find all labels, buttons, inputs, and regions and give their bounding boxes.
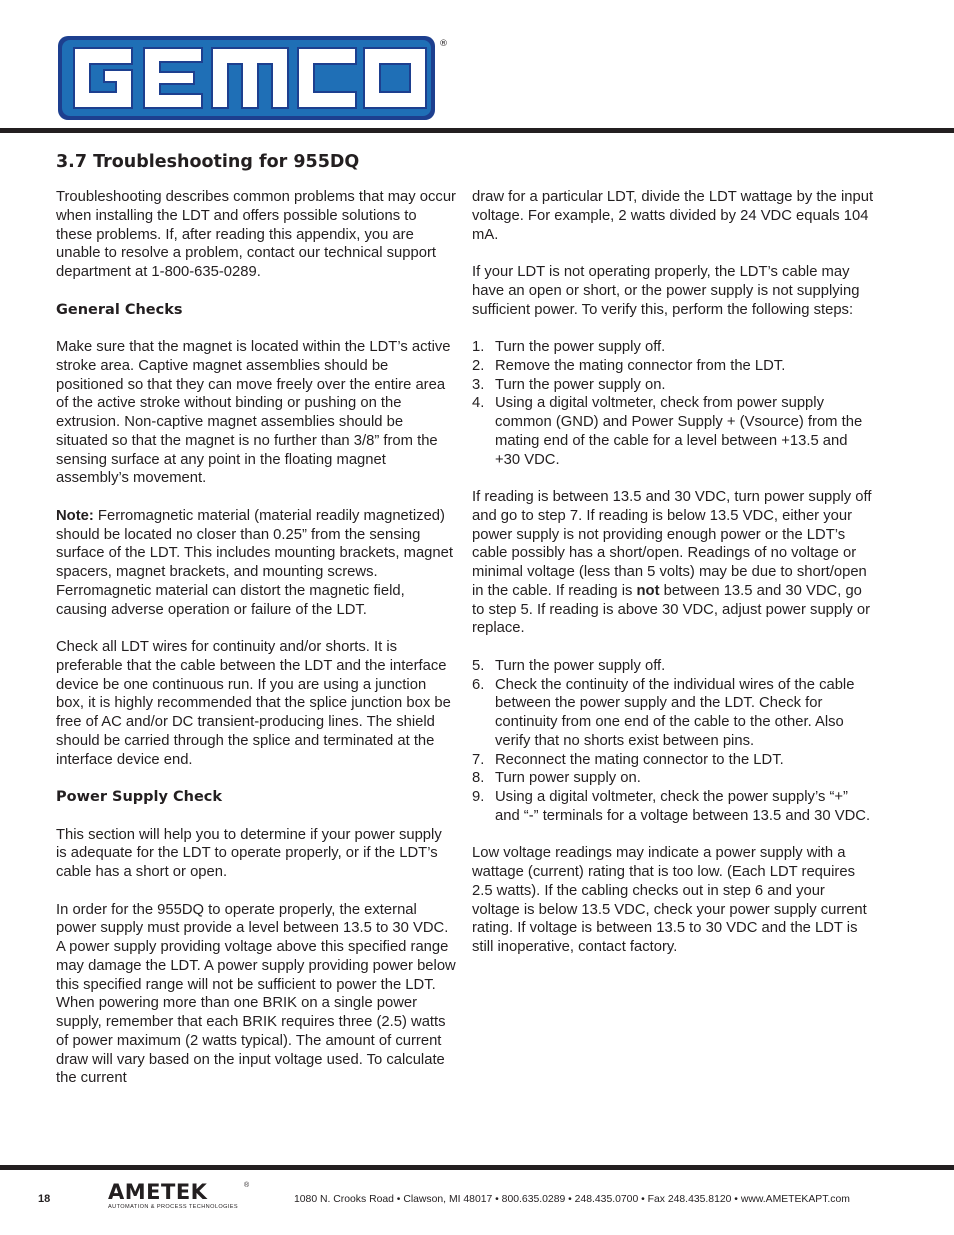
step-text: Turn power supply on.	[495, 770, 641, 787]
ametek-registered-mark: ®	[244, 1182, 250, 1189]
ametek-logo	[108, 1181, 238, 1210]
step-number: 6.	[472, 676, 485, 693]
page-number: 18	[38, 1193, 51, 1205]
reading-text-before: If reading is between 13.5 and 30 VDC, turn power supply off and go to step 7. If reading is below 13.5 VDC, either your power supply is not providing enough power or the LDT’s cable possibly has a short/open. Readings of no voltage or minimal voltage (less than 5 volts) may be due to short/open in the cable. If reading is	[472, 489, 872, 599]
header-rule	[0, 128, 954, 133]
cable-check-paragraph: If your LDT is not operating properly, the LDT’s cable may have an open or short, or the power supply is not supplying sufficient power. To verify this, perform the following steps:	[472, 264, 860, 318]
step-number: 8.	[472, 770, 485, 787]
step-item	[472, 769, 874, 788]
note-text: Ferromagnetic material (material readily magnetized) should be located no closer than 0.25” from the sensing surface of the LDT. This includes mounting brackets, magnet spacers, magnet brackets, and mounting screws. Ferromagnetic material can distort the magnetic field, causing adverse operation or failure of the LDT.	[56, 507, 453, 618]
power-supply-check-heading: Power Supply Check	[56, 789, 223, 805]
step-text: Turn the power supply off.	[495, 339, 666, 355]
step-number: 1.	[472, 339, 485, 355]
step-number: 5.	[472, 657, 485, 674]
reading-text-bold: not	[636, 582, 660, 599]
step-item	[472, 788, 874, 826]
low-voltage-paragraph: Low voltage readings may indicate a power supply with a wattage (current) rating that is too low. (Each LDT requires 2.5 watts). If the cabling checks out in step 6 and your voltage is below 13.5 VDC, check your power supply current rating. If voltage is between 13.5 to 30 VDC and the LDT is still inoperative, contact factory.	[472, 845, 867, 955]
step-number: 7.	[472, 751, 485, 768]
step-text: Turn the power supply on.	[495, 376, 666, 393]
general-checks-paragraph-1: Make sure that the magnet is located within the LDT’s active stroke area. Captive magnet assemblies should be positioned so that they can move freely over the entire area of the active stroke without binding or pushing on the extrusion. Non-captive magnet assemblies should be situated so that the magnet is no further than 3/8” from the sensing surface at any point in the floating magnet assembly’s movement.	[56, 339, 451, 487]
ametek-brand-name: AMETEK	[108, 1180, 208, 1204]
power-supply-paragraph-2: In order for the 955DQ to operate properly, the external power supply must provide a level between 13.5 to 30 VDC. A power supply providing voltage above this specified range may damage the LDT. A power supply providing power below this specified range will not be sufficient to power the LDT. When powering more than one BRIK on a single power supply, remember that each BRIK requires three (2.5) watts of power maximum (2 watts typical). The amount of current draw will vary based on the input voltage used. To calculate the current	[56, 901, 456, 1087]
note-label: Note:	[56, 507, 94, 524]
footer-address: 1080 N. Crooks Road • Clawson, MI 48017 • 800.635.0289 • 248.435.0700 • Fax 248.435.8120 • www.AMETEKAPT.com	[294, 1194, 850, 1205]
intro-paragraph: Troubleshooting describes common problems that may occur when installing the LDT and offers possible solutions to these problems. If, after reading this appendix, you are unable to resolve a problem, contact our technical support department at 1-800-635-0289.	[56, 189, 456, 280]
step-item	[472, 394, 874, 469]
general-checks-heading: General Checks	[56, 301, 183, 318]
step-item	[472, 357, 874, 376]
power-supply-paragraph-1: This section will help you to determine if your power supply is adequate for the LDT to operate properly, or if the LDT’s cable has a short or open.	[56, 826, 442, 880]
step-item	[472, 338, 874, 357]
reading-text-after: between 13.5 and 30 VDC, go to step 5. If reading is above 30 VDC, adjust power supply or replace.	[472, 582, 871, 637]
general-checks-paragraph-3: Check all LDT wires for continuity and/or shorts. It is preferable that the cable between the LDT and the interface device be one continuous run. If you are using a junction box, it is highly recommended that the splice junction box be free of AC and/or DC transient-producing lines. The shield should be carried through the splice and terminated at the interface device end.	[56, 639, 451, 768]
step-text: Using a digital voltmeter, check from power supply common (GND) and Power Supply + (Vsource) from the mating end of the cable for a level between +13.5 and +30 VDC.	[495, 395, 863, 468]
gemco-logo	[56, 34, 448, 124]
section-title: 3.7 Troubleshooting for 955DQ	[56, 152, 360, 172]
step-item	[472, 751, 874, 770]
note-paragraph	[56, 507, 456, 620]
step-text: Turn the power supply off.	[495, 657, 666, 674]
right-column	[472, 188, 874, 957]
step-item	[472, 657, 874, 676]
step-number: 2.	[472, 357, 485, 374]
steps-list-1	[472, 338, 874, 469]
step-number: 4.	[472, 395, 485, 412]
step-text: Reconnect the mating connector to the LDT.	[495, 751, 784, 768]
logo-registered-mark: ®	[439, 39, 448, 49]
footer-rule	[0, 1165, 954, 1170]
step-text: Using a digital voltmeter, check the power supply’s “+” and “-” terminals for a voltage between 13.5 and 30 VDC.	[495, 789, 871, 824]
step-text: Remove the mating connector from the LDT.	[495, 357, 786, 374]
current-draw-paragraph: draw for a particular LDT, divide the LDT wattage by the input voltage. For example, 2 watts divided by 24 VDC equals 104 mA.	[472, 189, 874, 243]
reading-paragraph	[472, 488, 874, 638]
step-item	[472, 676, 874, 751]
step-number: 9.	[472, 789, 485, 805]
step-item	[472, 376, 874, 395]
ametek-tagline: AUTOMATION & PROCESS TECHNOLOGIES	[108, 1204, 239, 1210]
steps-list-2	[472, 657, 874, 826]
step-text: Check the continuity of the individual wires of the cable between the power supply and the LDT. Check for continuity from one end of the cable to the other. Also verify that no shorts exist between pins.	[495, 676, 855, 749]
step-number: 3.	[472, 376, 485, 393]
left-column	[56, 188, 456, 1088]
